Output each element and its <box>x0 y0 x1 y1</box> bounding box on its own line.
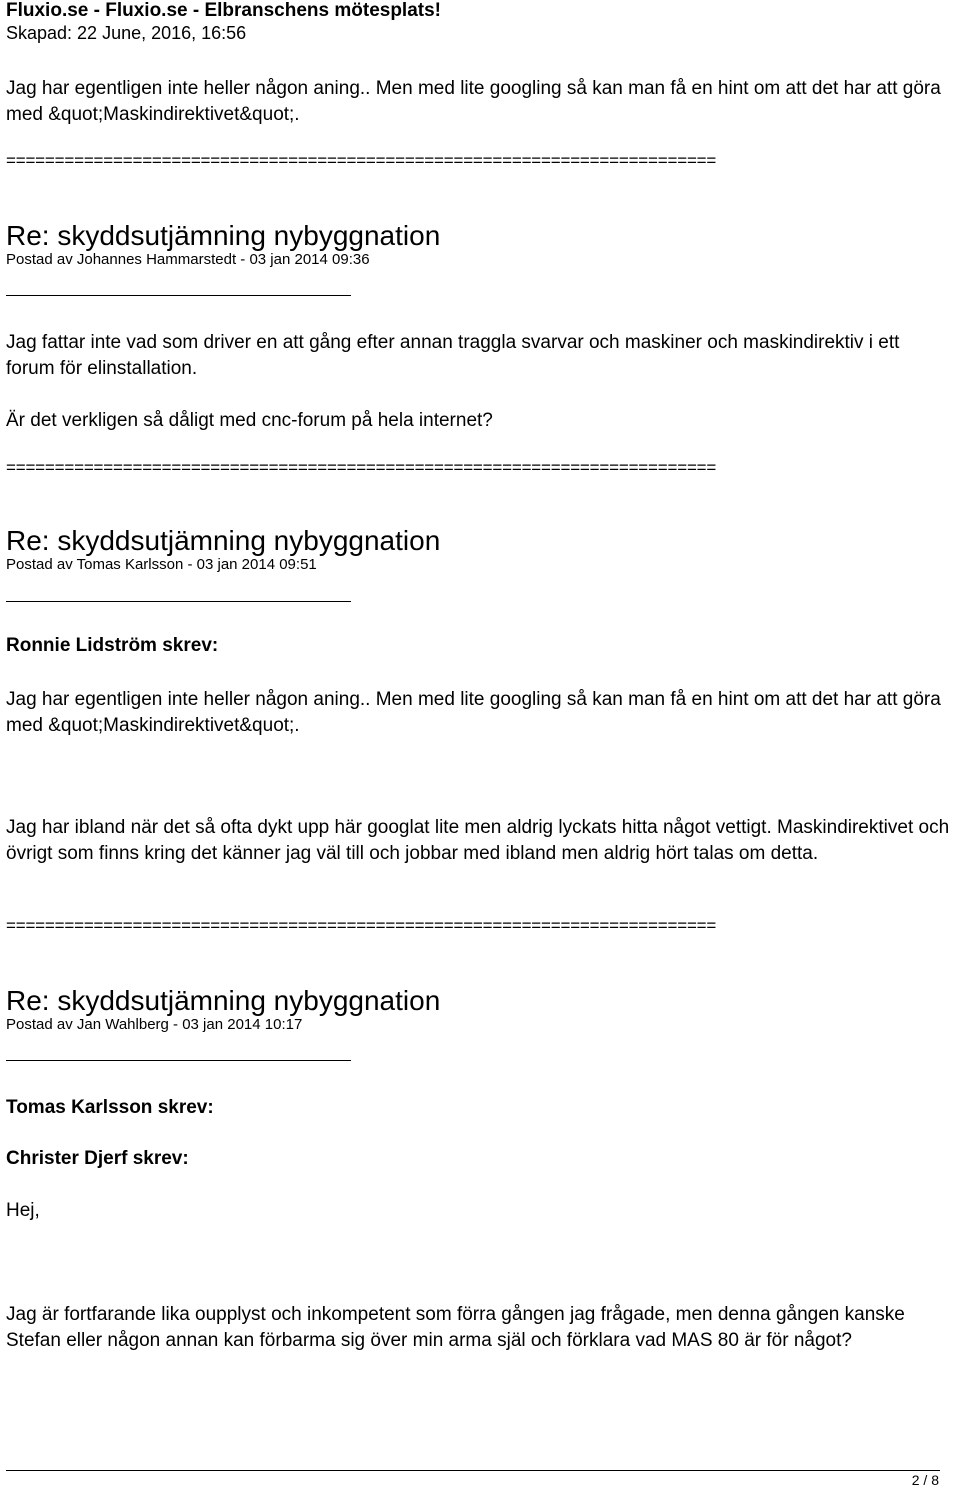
post-paragraph: Jag är fortfarande lika oupplyst och inkompetent som förra gången jag frågade, men denna gången kanske Stefan eller någon annan kan förbarma sig över min arma själ och förklara vad MAS 80 är för något? <box>6 1304 905 1351</box>
post-title: Re: skyddsutjämning nybyggnation <box>6 220 441 251</box>
post-paragraph: Jag fattar inte vad som driver en att gång efter annan traggla svarvar och maskiner och maskindirektiv i ett forum för elinstallation. <box>6 332 900 379</box>
separator-2: ========================================================================= <box>6 458 717 477</box>
post-paragraph: Är det verkligen så dåligt med cnc-forum på hela internet? <box>6 410 493 431</box>
post-meta: Postad av Tomas Karlsson - 03 jan 2014 09:51 <box>6 556 317 573</box>
quote-text: Jag har egentligen inte heller någon aning.. Men med lite googling så kan man få en hint om att det har att göra med &quot;Maskindirektivet&quot;. <box>6 689 941 736</box>
post-paragraph: Jag har ibland när det så ofta dykt upp här googlat lite men aldrig lyckats hitta något vettigt. Maskindirektivet och övrigt som finns kring det känner jag väl till och jobbar med ibland men aldrig hört talas om detta. <box>6 817 950 864</box>
quote-author: Christer Djerf skrev: <box>6 1148 189 1169</box>
quote-author: Tomas Karlsson skrev: <box>6 1097 214 1118</box>
post-meta: Postad av Jan Wahlberg - 03 jan 2014 10:17 <box>6 1016 303 1033</box>
separator-3: ========================================================================= <box>6 916 717 935</box>
created-timestamp: Skapad: 22 June, 2016, 16:56 <box>6 23 247 43</box>
post-title: Re: skyddsutjämning nybyggnation <box>6 525 441 556</box>
site-title: Fluxio.se - Fluxio.se - Elbranschens mötesplats! <box>6 0 441 21</box>
footer-divider <box>6 1470 940 1471</box>
post-title: Re: skyddsutjämning nybyggnation <box>6 985 441 1016</box>
quote-author: Ronnie Lidström skrev: <box>6 635 219 656</box>
post-meta: Postad av Johannes Hammarstedt - 03 jan 2014 09:36 <box>6 251 370 268</box>
separator-1: ========================================================================= <box>6 151 717 170</box>
intro-paragraph: Jag har egentligen inte heller någon aning.. Men med lite googling så kan man få en hint om att det har att göra med &quot;Maskindirektivet&quot;. <box>6 78 941 125</box>
page-number: 2 / 8 <box>911 1472 939 1488</box>
greeting: Hej, <box>6 1200 40 1221</box>
post-divider <box>6 601 351 602</box>
post-divider <box>6 295 351 296</box>
post-divider <box>6 1060 351 1061</box>
